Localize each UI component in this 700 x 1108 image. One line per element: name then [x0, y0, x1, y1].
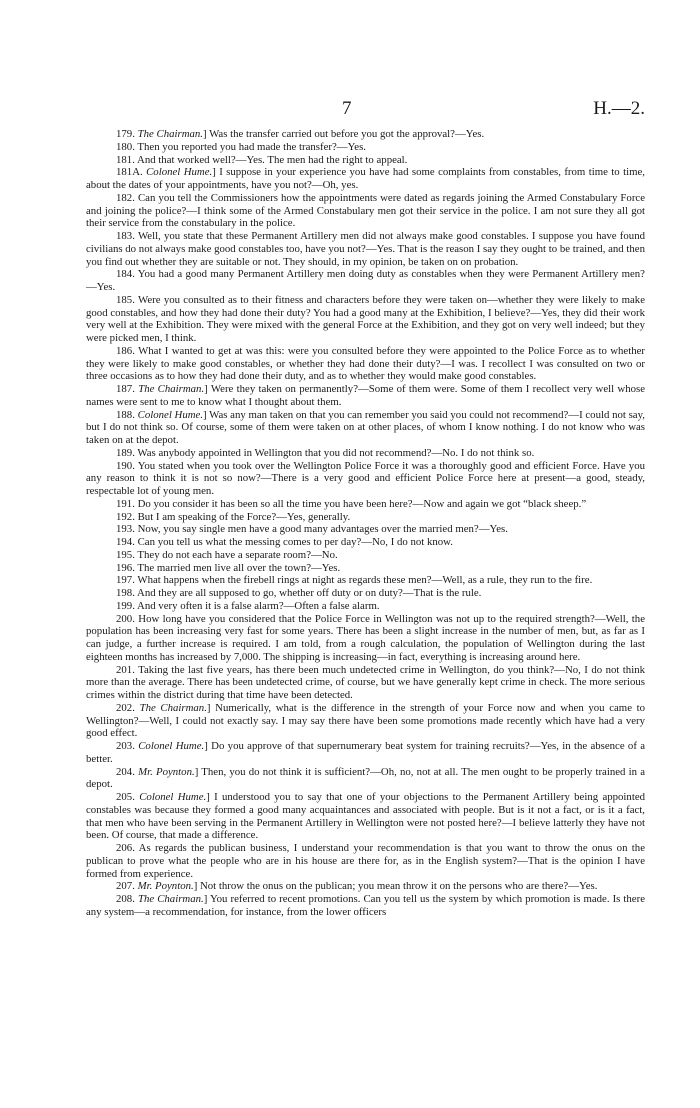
question-text: Were you consulted as to their fitness and characters before they were taken on—whether they were likely to make good constables, and how they had done their duty? You had a good many at the Exhibition, I believe?—Yes, they did their work very well at the Exhibition. They were mixed with the general Force at the Exhibition, and they got on very well indeed; but they were picked men, I think.: [86, 293, 645, 344]
question-text: You stated when you took over the Wellington Police Force it was a thoroughly good and efficient Force. Have you any reason to think it is not so now?—There is a very good and efficient Police Force here at present—a good, steady, respectable lot of young men.: [86, 459, 645, 497]
question-number: 205.: [116, 791, 135, 803]
question-paragraph: 181A. Colonel Hume.] I suppose in your experience you have had some complaints from constables, from time to time, about the dates of your appointments, have you not?—Oh, yes.: [86, 166, 645, 191]
question-paragraph: [86, 268, 645, 294]
question-number: 194.: [116, 536, 135, 548]
question-text: And very often it is a false alarm?—Often a false alarm.: [137, 599, 380, 612]
question-text: And that worked well?—Yes. The men had the right to appeal.: [137, 153, 408, 166]
question-text: And they are all supposed to go, whether off duty or on duty?—That is the rule.: [137, 587, 482, 599]
question-text: Was any man taken on that you can remember you said you could not recommend?—I could not say, but I do not think so. Of course, some of them were taken on at other places, of whom I know nothing. I do not know who was taken on at the depot.: [86, 408, 645, 446]
question-text: Now, you say single men have a good many advantages over the married men?—Yes.: [137, 523, 508, 536]
question-number: 186.: [116, 344, 135, 357]
question-number: 206.: [116, 842, 135, 854]
question-paragraph: [86, 562, 645, 575]
question-paragraph: [86, 549, 645, 562]
question-text: Not throw the onus on the publican; you mean throw it on the persons who are there?—Yes.: [199, 880, 598, 893]
question-paragraph: 188. Colonel Hume.] Was any man taken on that you can remember you said you could not recommend?—I could not say, but I do not think so. Of course, some of them were taken on at other places, of whom I know nothing. I do not know who was taken on at the depot.: [86, 408, 645, 446]
question-number: 185.: [116, 293, 135, 306]
question-text: I suppose in your experience you have had some complaints from constables, from time to time, about the dates of your appointments, have you not?—Oh, yes.: [86, 166, 645, 191]
question-number: 207.: [116, 880, 135, 893]
question-text: You had a good many Permanent Artillery men doing duty as constables when they were Permanent Artillery men?—Yes.: [86, 268, 645, 293]
question-paragraph: 205. Colonel Hume.] I understood you to say that one of your objections to the Permanent Artillery being appointed constables was because they formed a good many acquaintances and associated with people. But is it not a fact, or is it a fact, that men who have been serving in the Permanent Artillery in Wellington were not posted here?—I believe latterly they have not been. Of course, that made a difference.: [86, 791, 646, 842]
question-text: What happens when the firebell rings at night as regards these men?—Well, as a rule, they run to the fire.: [137, 574, 593, 587]
question-number: 196.: [116, 561, 135, 574]
question-number: 200.: [116, 612, 135, 625]
question-number: 199.: [116, 599, 135, 612]
question-number: 202.: [116, 701, 135, 714]
question-number: 187.: [116, 383, 135, 395]
question-number: 189.: [116, 446, 135, 459]
speaker-name: The Chairman.: [137, 128, 203, 140]
question-number: 182.: [116, 191, 135, 204]
question-text: As regards the publican business, I understand your recommendation is that you want to throw the onus on the publican to prove what the people who are in his house are there for, as in the English system?—That is the opinion I have formed from experience.: [86, 842, 645, 880]
question-number: 198.: [116, 587, 135, 599]
question-text: Taking the last five years, has there been much undetected crime in Wellington, do you think?—No, I do not think more than the average. There has been undetected crime, of course, but we have generally kept crime in check. The more serious crimes within the district during that time have been detected.: [86, 663, 645, 701]
question-paragraph: [86, 536, 645, 549]
question-text: Can you tell us what the messing comes to per day?—No, I do not know.: [137, 536, 453, 548]
question-paragraph: 202. The Chairman.] Numerically, what is the difference in the strength of your Force now and when you came to Wellington?—Well, I could not exactly say. I may say there have been some promotions made recently which have had a very good effect.: [86, 701, 646, 740]
question-text: Were they taken on permanently?—Some of them were. Some of them I recollect very well whose names were sent to me to know what I thought about them.: [86, 383, 645, 408]
question-paragraph: [86, 154, 645, 167]
speaker-name: Colonel Hume.: [146, 166, 213, 179]
question-number: 180.: [116, 140, 135, 153]
question-text: But I am speaking of the Force?—Yes, generally.: [137, 510, 351, 523]
question-text: Can you tell the Commissioners how the appointments were dated as regards joining the Armed Constabulary Force and joining the police?—I think some of the Armed Constabulary men got their service in the police. I am not sure they all got their service from the constabulary in the police.: [86, 191, 645, 230]
question-paragraph: [86, 498, 645, 511]
speaker-name: Colonel Hume.: [139, 791, 207, 803]
speaker-name: The Chairman.: [139, 701, 207, 714]
question-paragraph: [86, 230, 645, 268]
question-paragraph: [86, 294, 645, 345]
speaker-name: Mr. Poynton.: [137, 880, 194, 893]
question-text: I understood you to say that one of your objections to the Permanent Artillery being appointed constables was because they formed a good many acquaintances and associated with people. But is it not a fact, or is it a fact, that men who have been serving in the Permanent Artillery in Wellington were not posted here?—I believe latterly they have not been. Of course, that made a difference.: [86, 791, 646, 842]
question-paragraph: [86, 192, 645, 230]
question-number: 203.: [116, 740, 135, 752]
question-paragraph: 179. The Chairman.] Was the transfer carried out before you got the approval?—Yes.: [116, 128, 485, 140]
question-number: 183.: [116, 230, 135, 242]
question-text: Do you consider it has been so all the time you have been here?—Now and again we got “black sheep.”: [137, 497, 587, 510]
question-number: 197.: [116, 574, 135, 587]
question-text: Numerically, what is the difference in the strength of your Force now and when you came to Wellington?—Well, I could not exactly say. I may say there have been some promotions made recently which have had a very good effect.: [86, 701, 646, 740]
question-number: 192.: [116, 510, 135, 523]
question-paragraph: [86, 600, 645, 613]
speaker-name: The Chairman.: [137, 893, 204, 905]
question-paragraph: 207. Mr. Poynton.] Not throw the onus on the publican; you mean throw it on the persons who are there?—Yes.: [116, 880, 598, 893]
question-text: Well, you state that these Permanent Artillery men did not always make good constables. I suppose you have found civilians do not always make good constables too, have you not?—Yes. That is the reason I say they ought to be trained, and then you find out whether they are suitable or not. They should, in my opinion, be taken on on probation.: [86, 230, 645, 268]
question-paragraph: [86, 574, 645, 587]
question-paragraph: [86, 141, 645, 154]
document-reference: H.—2.: [593, 98, 645, 119]
question-paragraph: [86, 460, 645, 498]
question-text: Then, you do not think it is sufficient?—Oh, no, not at all. The men ought to be properly trained in a depot.: [86, 765, 646, 791]
question-paragraph: [86, 523, 645, 536]
question-number: 181A.: [116, 166, 143, 179]
question-paragraph: 208. The Chairman.] You referred to recent promotions. Can you tell us the system by which promotion is made. Is there any system—a recommendation, for instance, from the lower officers: [86, 893, 645, 918]
question-number: 190.: [116, 459, 135, 472]
question-paragraph: 187. The Chairman.] Were they taken on permanently?—Some of them were. Some of them I recollect very well whose names were sent to me to know what I thought about them.: [86, 383, 645, 408]
question-number: 208.: [116, 893, 135, 905]
question-text: You referred to recent promotions. Can you tell us the system by which promotion is made. Is there any system—a recommendation, for instance, from the lower officers: [86, 893, 645, 918]
question-text: Was the transfer carried out before you got the approval?—Yes.: [209, 128, 485, 140]
question-text: What I wanted to get at was this: were you consulted before they were appointed to the Police Force as to whether they were likely to make good constables, or whether they had done their duty?—I was. I recollect I was consulted on two or three occasions as to how they had done their duty, and as to whether they would make good constables.: [86, 344, 645, 383]
speaker-name: Colonel Hume.: [137, 408, 204, 421]
question-number: 191.: [116, 497, 135, 510]
question-paragraph: 204. Mr. Poynton.] Then, you do not think it is sufficient?—Oh, no, not at all. The men ought to be properly trained in a depot.: [86, 765, 646, 791]
question-number: 188.: [116, 408, 135, 421]
question-number: 195.: [116, 548, 135, 561]
question-text: They do not each have a separate room?—No.: [137, 548, 338, 561]
question-paragraph: [86, 842, 645, 880]
question-paragraph: [86, 447, 645, 460]
question-paragraph: [86, 345, 645, 383]
question-number: 204.: [116, 765, 135, 778]
speaker-name: The Chairman.: [138, 383, 205, 395]
question-text: The married men live all over the town?—Yes.: [137, 561, 341, 574]
page-header: [86, 0, 645, 128]
question-number: 193.: [116, 523, 135, 536]
question-paragraph: 203. Colonel Hume.] Do you approve of that supernumerary beat system for training recruits?—Yes, in the absence of a better.: [86, 740, 646, 765]
question-text: Then you reported you had made the transfer?—Yes.: [137, 140, 366, 153]
question-number: 179.: [116, 128, 135, 140]
question-paragraph: [86, 664, 645, 702]
question-text: Do you approve of that supernumerary beat system for training recruits?—Yes, in the absence of a better.: [86, 740, 646, 765]
question-text: Was anybody appointed in Wellington that you did not recommend?—No. I do not think so.: [137, 446, 535, 459]
question-number: 201.: [116, 663, 135, 676]
speaker-name: Colonel Hume.: [138, 740, 205, 752]
question-number: 181.: [116, 153, 135, 166]
question-text: How long have you considered that the Police Force in Wellington was not up to the required strength?—Well, the population has been increasing very fast for some years. There has been a slight increase in the number of men, but, as far as I can judge, a further increase is required. I am told, from a rough calculation, the population of Wellington during the last eighteen months has increased by 7,000. The shipping is increasing—in fact, everything is increasing around here.: [86, 612, 645, 663]
question-paragraph: [86, 511, 645, 524]
question-paragraph: [86, 613, 645, 664]
page-number: 7: [342, 98, 352, 119]
testimony-body: [86, 128, 645, 919]
question-number: 184.: [116, 268, 135, 281]
speaker-name: Mr. Poynton.: [138, 765, 195, 778]
question-paragraph: [86, 587, 645, 600]
